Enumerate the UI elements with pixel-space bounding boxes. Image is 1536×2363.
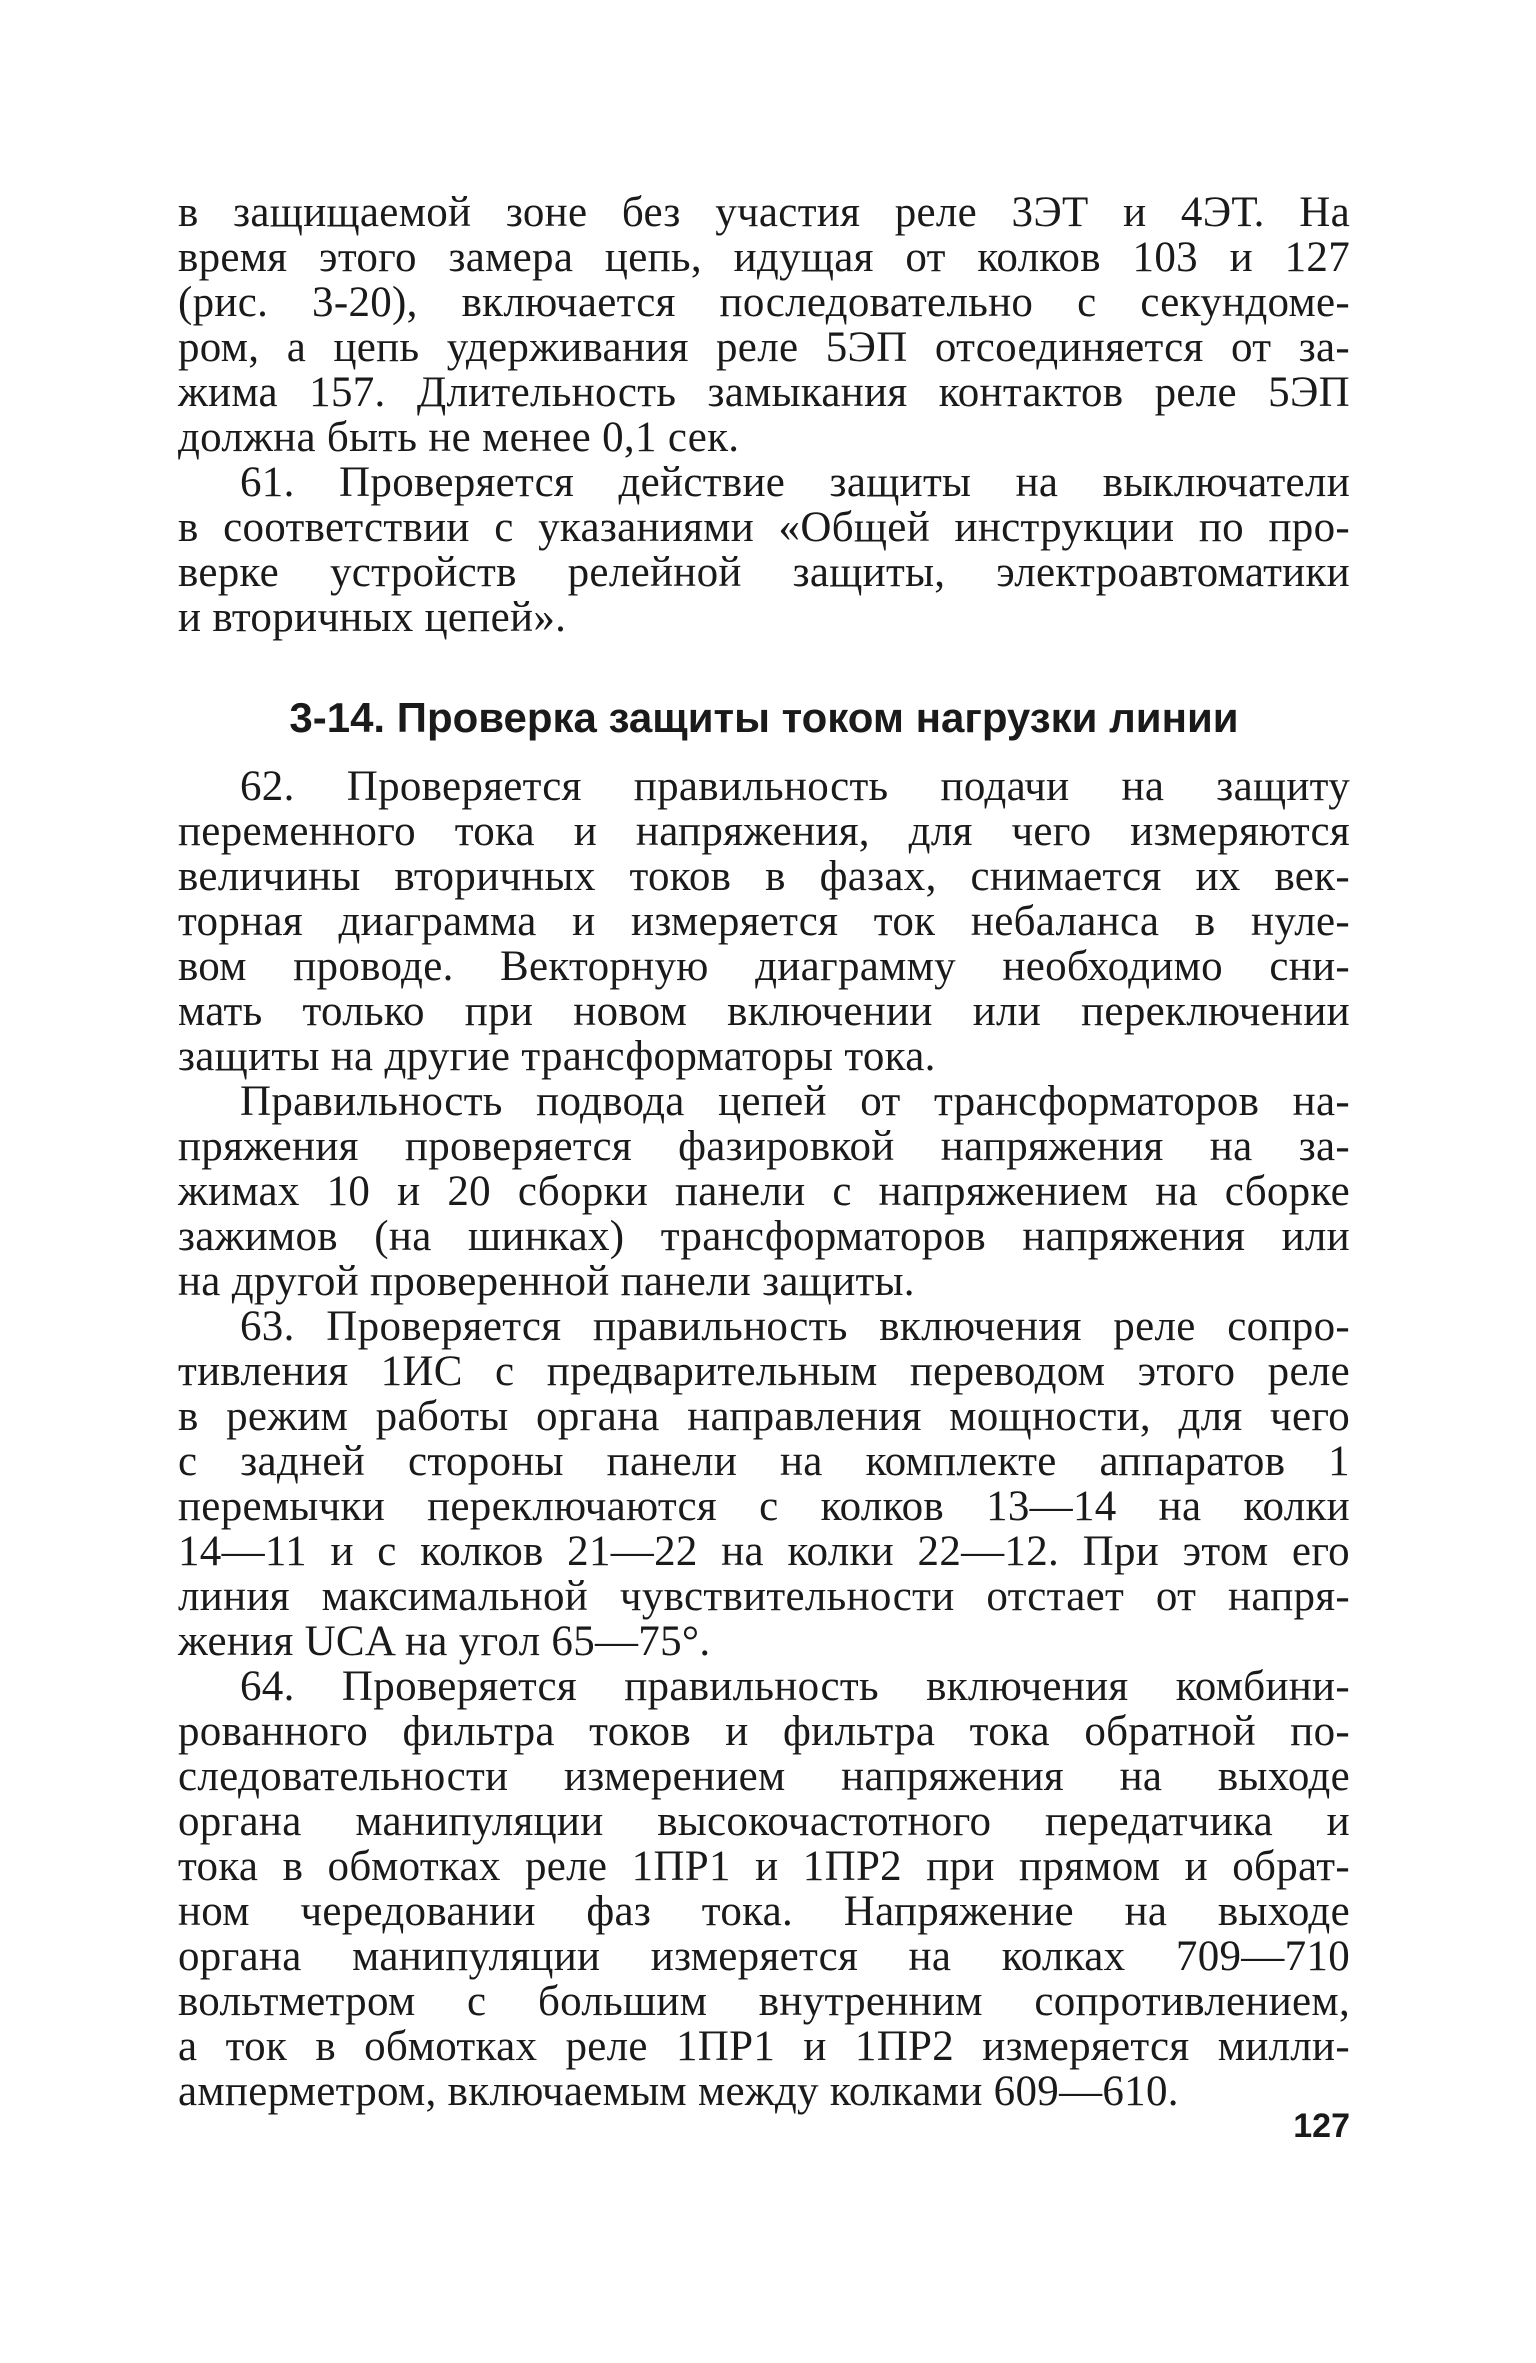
- text-line: в режим работы органа направления мощности, для чего: [178, 1393, 1350, 1440]
- paragraph-63: [178, 1304, 1350, 1664]
- text-line: величины вторичных токов в фазах, снимается их век-: [178, 853, 1350, 900]
- text-line: жима 157. Длительность замыкания контактов реле 5ЭП: [178, 369, 1350, 416]
- text-line: тивления 1ИС с предварительным переводом этого реле: [178, 1348, 1350, 1395]
- text-line: должна быть не менее 0,1 сек.: [178, 414, 740, 461]
- paragraph-62-continued: [178, 1079, 1350, 1304]
- text-line: 64. Проверяется правильность включения комбини-: [240, 1663, 1350, 1710]
- text-line: Правильность подвода цепей от трансформаторов на-: [240, 1078, 1350, 1125]
- text-line: жимах 10 и 20 сборки панели с напряжением на сборке: [178, 1168, 1350, 1215]
- text-line: переменного тока и напряжения, для чего измеряются: [178, 808, 1350, 855]
- text-line: на другой проверенной панели защиты.: [178, 1258, 915, 1305]
- text-line: зажимов (на шинках) трансформаторов напряжения или: [178, 1213, 1350, 1260]
- text-line: перемычки переключаются с колков 13—14 на колки: [178, 1483, 1350, 1530]
- paragraph-61: [178, 460, 1350, 640]
- paragraph-62: [178, 764, 1350, 1079]
- text-line: и вторичных цепей».: [178, 594, 567, 641]
- text-line: в защищаемой зоне без участия реле 3ЭТ и 4ЭТ. На: [178, 189, 1350, 236]
- text-line: а ток в обмотках реле 1ПР1 и 1ПР2 измеряется милли-: [178, 2023, 1350, 2070]
- text-line: следовательности измерением напряжения на выходе: [178, 1753, 1350, 1800]
- text-line: тока в обмотках реле 1ПР1 и 1ПР2 при прямом и обрат-: [178, 1843, 1350, 1890]
- text-line: 63. Проверяется правильность включения реле сопро-: [240, 1303, 1350, 1350]
- text-line: жения UCA на угол 65—75°.: [178, 1618, 711, 1665]
- section-heading: 3-14. Проверка защиты током нагрузки линии: [289, 694, 1239, 741]
- text-line: в соответствии с указаниями «Общей инструкции по про-: [178, 504, 1350, 551]
- text-line: (рис. 3-20), включается последовательно с секундоме-: [178, 279, 1350, 326]
- text-line: мать только при новом включении или переключении: [178, 988, 1350, 1035]
- text-line: ном чередовании фаз тока. Напряжение на выходе: [178, 1888, 1350, 1935]
- page-body: [178, 190, 1350, 2114]
- text-line: 14—11 и с колков 21—22 на колки 22—12. При этом его: [178, 1528, 1350, 1575]
- text-line: рованного фильтра токов и фильтра тока обратной по-: [178, 1708, 1350, 1755]
- text-line: верке устройств релейной защиты, электроавтоматики: [178, 549, 1350, 596]
- text-line: защиты на другие трансформаторы тока.: [178, 1033, 936, 1080]
- text-line: линия максимальной чувствительности отстает от напря-: [178, 1573, 1350, 1620]
- text-line: 61. Проверяется действие защиты на выключатели: [240, 459, 1350, 506]
- text-line: торная диаграмма и измеряется ток небаланса в нуле-: [178, 898, 1350, 945]
- text-line: пряжения проверяется фазировкой напряжения на за-: [178, 1123, 1350, 1170]
- text-line: органа манипуляции измеряется на колках 709—710: [178, 1933, 1350, 1980]
- text-line: вольтметром с большим внутренним сопротивлением,: [178, 1978, 1350, 2025]
- page-number: 127: [1293, 2107, 1350, 2145]
- paragraph-64: [178, 1664, 1350, 2114]
- text-line: 62. Проверяется правильность подачи на защиту: [240, 763, 1350, 810]
- section-spacer: [178, 640, 1350, 694]
- text-line: амперметром, включаемым между колками 609—610.: [178, 2068, 1179, 2115]
- text-line: с задней стороны панели на комплекте аппаратов 1: [178, 1438, 1350, 1485]
- text-line: время этого замера цепь, идущая от колков 103 и 127: [178, 234, 1350, 281]
- paragraph-continuation: [178, 190, 1350, 460]
- text-line: вом проводе. Векторную диаграмму необходимо сни-: [178, 943, 1350, 990]
- text-line: ром, а цепь удерживания реле 5ЭП отсоединяется от за-: [178, 324, 1350, 371]
- text-line: органа манипуляции высокочастотного передатчика и: [178, 1798, 1350, 1845]
